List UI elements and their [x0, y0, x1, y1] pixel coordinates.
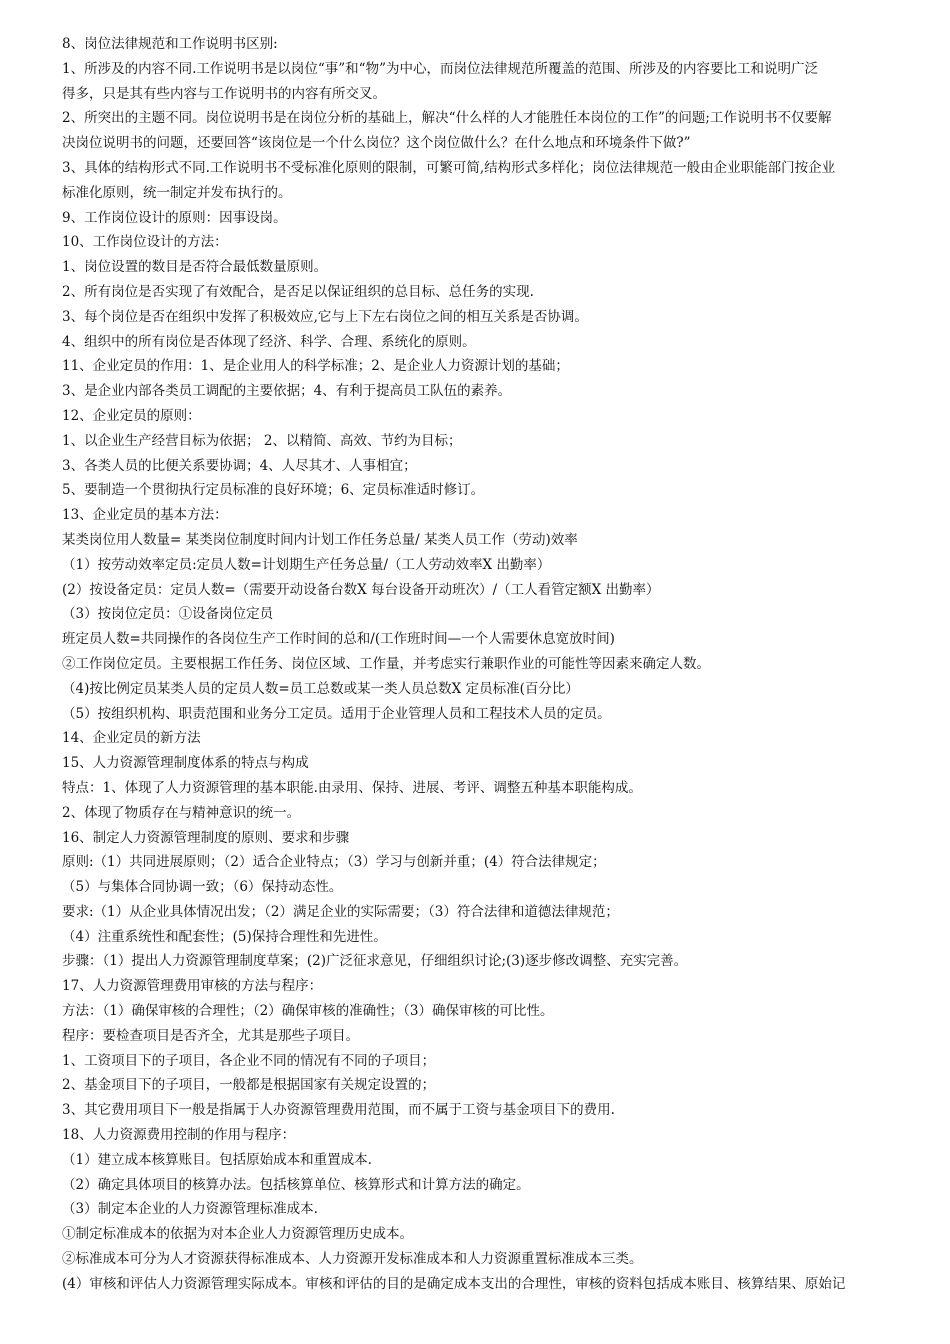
text-line: （3）制定本企业的人力资源管理标准成本.: [62, 1201, 318, 1218]
section-heading: 9、工作岗位设计的原则：因事设岗。: [62, 209, 287, 226]
text-line: 3、具体的结构形式不同.工作说明书不受标准化原则的限制，可繁可简,结构形式多样化；岗位法律规范一般由企业职能部门按企业: [62, 159, 836, 176]
section-heading: 13、企业定员的基本方法：: [62, 507, 228, 524]
document-page: [62, 32, 894, 1297]
text-line: 5、要制造一个贯彻执行定员标准的良好环境；6、定员标准适时修订。: [62, 482, 485, 499]
text-line: ②工作岗位定员。主要根据工作任务、岗位区域、工作量，并考虑实行兼职作业的可能性等因素来确定人数。: [62, 655, 710, 672]
section-heading: 17、人力资源管理费用审核的方法与程序：: [62, 978, 323, 995]
text-line: 1、岗位设置的数目是否符合最低数量原则。: [62, 259, 328, 276]
text-line: 3、每个岗位是否在组织中发挥了积极效应,它与上下左右岗位之间的相互关系是否协调。: [62, 308, 588, 325]
text-line: 1、工资项目下的子项目，各企业不同的情况有不同的子项目；: [62, 1052, 436, 1069]
text-line: (4）审核和评估人力资源管理实际成本。审核和评估的目的是确定成本支出的合理性，审核的资料包括成本账目、核算结果、原始记: [62, 1275, 846, 1292]
section-heading: 12、企业定员的原则：: [62, 407, 201, 424]
text-line: 2、基金项目下的子项目，一般都是根据国家有关规定设置的；: [62, 1077, 436, 1094]
section-heading: 10、工作岗位设计的方法：: [62, 234, 228, 251]
text-line: （4）注重系统性和配套性；(5)保持合理性和先进性。: [62, 928, 387, 945]
section-heading: 16、制定人力资源管理制度的原则、要求和步骤: [62, 829, 350, 846]
text-line: (2）按设备定员：定员人数=（需要开动设备台数X 每台设备开动班次）/（工人看管定额X 出勤率）: [62, 581, 660, 598]
text-line: ①制定标准成本的依据为对本企业人力资源管理历史成本。: [62, 1226, 413, 1243]
text-line: 2、体现了物质存在与精神意识的统一。: [62, 804, 301, 821]
text-line: 程序：要检查项目是否齐全，尤其是那些子项目。: [62, 1027, 359, 1044]
section-heading: 14、企业定员的新方法: [62, 730, 201, 747]
text-line: 特点：1、体现了人力资源管理的基本职能.由录用、保持、进展、考评、调整五种基本职能构成。: [62, 779, 642, 796]
text-line: （5）按组织机构、职责范围和业务分工定员。适用于企业管理人员和工程技术人员的定员。: [62, 705, 611, 722]
text-line: 1、所涉及的内容不同.工作说明书是以岗位“事”和“物”为中心，而岗位法律规范所覆盖的范围、所涉及的内容要比工和说明广泛: [62, 60, 818, 77]
text-line: 2、所有岗位是否实现了有效配合，是否足以保证组织的总目标、总任务的实现.: [62, 283, 534, 300]
text-line: 标准化原则，统一制定并发布执行的。: [62, 184, 292, 201]
section-heading: 18、人力资源费用控制的作用与程序：: [62, 1127, 296, 1144]
text-line: （1）建立成本核算账目。包括原始成本和重置成本.: [62, 1151, 372, 1168]
text-line: （1）按劳动效率定员:定员人数=计划期生产任务总量/（工人劳动效率X 出勤率）: [62, 556, 551, 573]
text-line: 3、是企业内部各类员工调配的主要依据；4、有利于提高员工队伍的素养。: [62, 383, 512, 400]
text-line: 3、各类人员的比便关系要协调；4、人尽其才、人事相宜；: [62, 457, 417, 474]
text-line: ②标准成本可分为人才资源获得标准成本、人力资源开发标准成本和人力资源重置标准成本三类。: [62, 1251, 643, 1268]
text-line: 1、以企业生产经营目标为依据； 2、以精简、高效、节约为目标；: [62, 432, 462, 449]
text-line: 2、所突出的主题不同。岗位说明书是在岗位分析的基础上，解决“什么样的人才能胜任本岗位的工作”的问题;工作说明书不仅要解: [62, 110, 832, 127]
section-heading: 11、企业定员的作用：1、是企业用人的科学标准；2、是企业人力资源计划的基础；: [62, 358, 569, 375]
text-line: 要求:（1）从企业具体情况出发；（2）满足企业的实际需要；（3）符合法律和道德法律规范；: [62, 903, 619, 920]
text-line: 决岗位说明书的问题，还要回答“该岗位是一个什么岗位？这个岗位做什么？在什么地点和环境条件下做?”: [62, 135, 691, 152]
text-line: （3）按岗位定员：①设备岗位定员: [62, 606, 274, 623]
text-line: 步骤：（1）提出人力资源管理制度草案；(2)广泛征求意见，仔细组织讨论;(3)逐步修改调整、充实完善。: [62, 953, 688, 970]
text-line: （5）与集体合同协调一致；（6）保持动态性。: [62, 879, 343, 896]
text-line: 某类岗位用人数量= 某类岗位制度时间内计划工作任务总量/ 某类人员工作（劳动)效率: [62, 531, 578, 548]
section-heading: 8、岗位法律规范和工作说明书区别:: [62, 36, 278, 52]
text-line: 得多，只是其有些内容与工作说明书的内容有所交叉。: [62, 85, 386, 102]
text-line: （2）确定具体项目的核算办法。包括核算单位、核算形式和计算方法的确定。: [62, 1176, 530, 1193]
text-line: 原则:（1）共同进展原则；（2）适合企业特点；（3）学习与创新并重；(4）符合法律规定；: [62, 854, 606, 871]
text-line: 3、其它费用项目下一般是指属于人办资源管理费用范围，而不属于工资与基金项目下的费用.: [62, 1102, 615, 1119]
text-line: 班定员人数=共同操作的各岗位生产工作时间的总和/(工作班时间—一个人需要休息宽放时间): [62, 631, 615, 648]
section-heading: 15、人力资源管理制度体系的特点与构成: [62, 755, 309, 772]
text-line: （4)按比例定员某类人员的定员人数=员工总数或某一类人员总数X 定员标准(百分比）: [62, 680, 579, 697]
text-line: 方法：（1）确保审核的合理性；（2）确保审核的准确性；（3）确保审核的可比性。: [62, 1003, 554, 1020]
text-line: 4、组织中的所有岗位是否体现了经济、科学、合理、系统化的原则。: [62, 333, 476, 350]
